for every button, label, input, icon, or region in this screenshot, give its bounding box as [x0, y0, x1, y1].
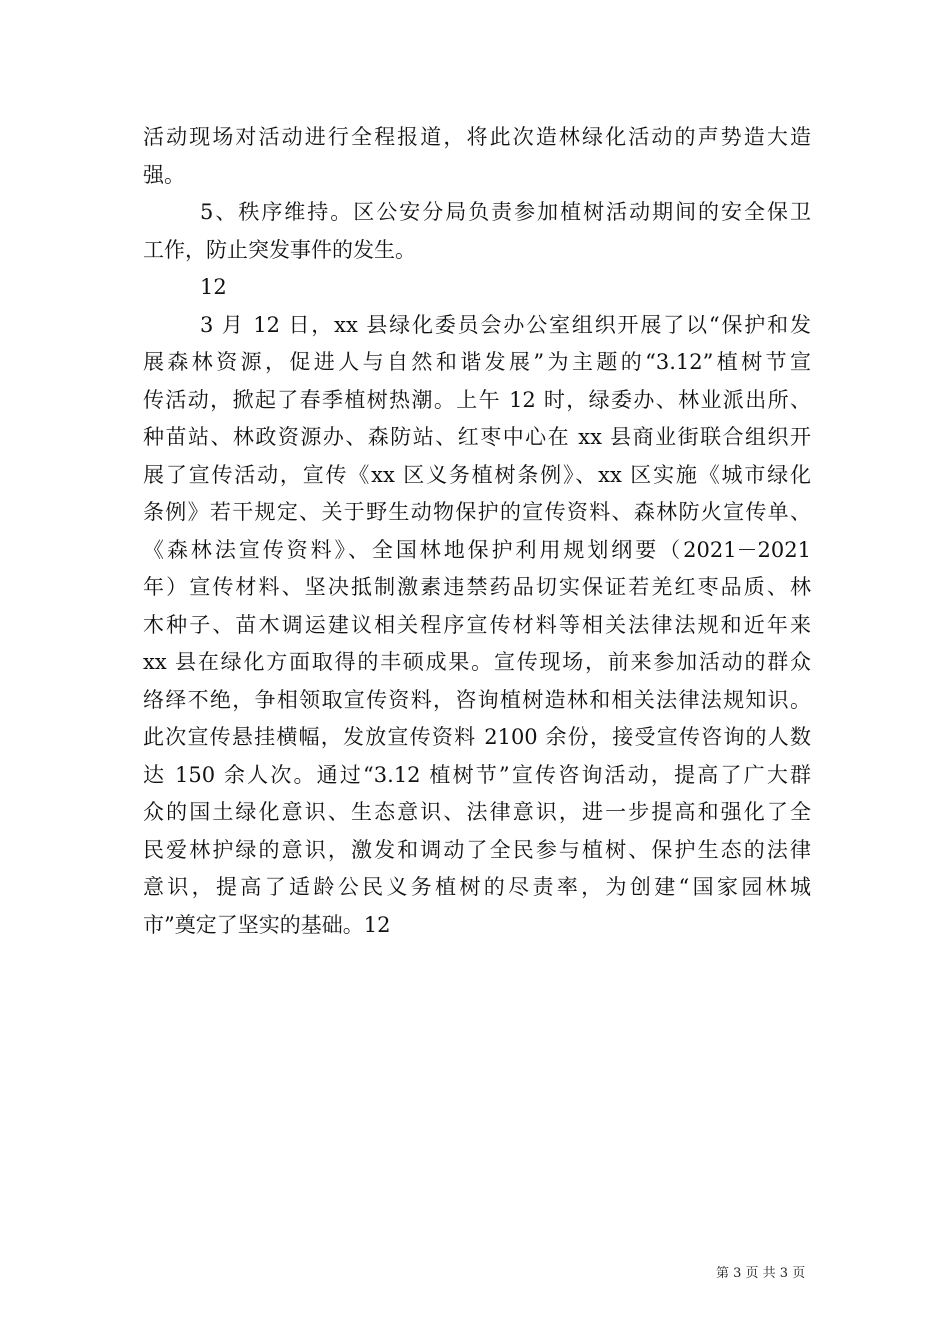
text-line: 《森林法宣传资料》、全国林地保护利用规划纲要（2021－2021 [143, 537, 811, 562]
text-line: 展了宣传活动，宣传《xx 区义务植树条例》、xx 区实施《城市绿化 [143, 462, 811, 487]
page-number-footer: 第 3 页 共 3 页 [716, 1266, 806, 1281]
text-line: 市”奠定了坚实的基础。12 [143, 912, 391, 937]
text-line: 达 150 余人次。通过“3.12 植树节”宣传咨询活动，提高了广大群 [143, 762, 811, 787]
text-line: 传活动，掀起了春季植树热潮。上午 12 时，绿委办、林业派出所、 [143, 387, 811, 412]
text-line: xx 县在绿化方面取得的丰硕成果。宣传现场，前来参加活动的群众 [143, 650, 811, 674]
paragraph-report [143, 307, 811, 945]
text-line: 活动现场对活动进行全程报道，将此次造林绿化活动的声势造大造 [143, 125, 811, 149]
text-line: 12 [200, 275, 227, 299]
text-line: 众的国土绿化意识、生态意识、法律意识，进一步提高和强化了全 [143, 800, 811, 824]
text-line: 种苗站、林政资源办、森防站、红枣中心在 xx 县商业街联合组织开 [143, 425, 811, 449]
text-line: 意识，提高了适龄公民义务植树的尽责率，为创建“国家园林城 [143, 875, 811, 899]
text-line: 络绎不绝，争相领取宣传资料，咨询植树造林和相关法律法规知识。 [143, 687, 811, 712]
document-body [143, 119, 811, 944]
paragraph-order [143, 194, 811, 269]
text-line: 木种子、苗木调运建议相关程序宣传材料等相关法律法规和近年来 [143, 612, 811, 637]
text-line: 展森林资源，促进人与自然和谐发展”为主题的“3.12”植树节宣 [143, 350, 811, 374]
paragraph-number [143, 269, 811, 307]
text-line: 强。 [143, 162, 185, 187]
text-line: 民爱林护绿的意识，激发和调动了全民参与植树、保护生态的法律 [143, 837, 811, 862]
text-line: 3 月 12 日，xx 县绿化委员会办公室组织开展了以“保护和发 [200, 312, 811, 337]
text-line: 工作，防止突发事件的发生。 [143, 237, 416, 262]
text-line: 此次宣传悬挂横幅，发放宣传资料 2100 余份，接受宣传咨询的人数 [143, 725, 811, 749]
text-line: 年）宣传材料、坚决抵制激素违禁药品切实保证若羌红枣品质、林 [143, 575, 811, 599]
text-line: 条例》若干规定、关于野生动物保护的宣传资料、森林防火宣传单、 [143, 500, 811, 524]
paragraph-coverage [143, 119, 811, 194]
text-line: 5、秩序维持。区公安分局负责参加植树活动期间的安全保卫 [200, 200, 811, 224]
